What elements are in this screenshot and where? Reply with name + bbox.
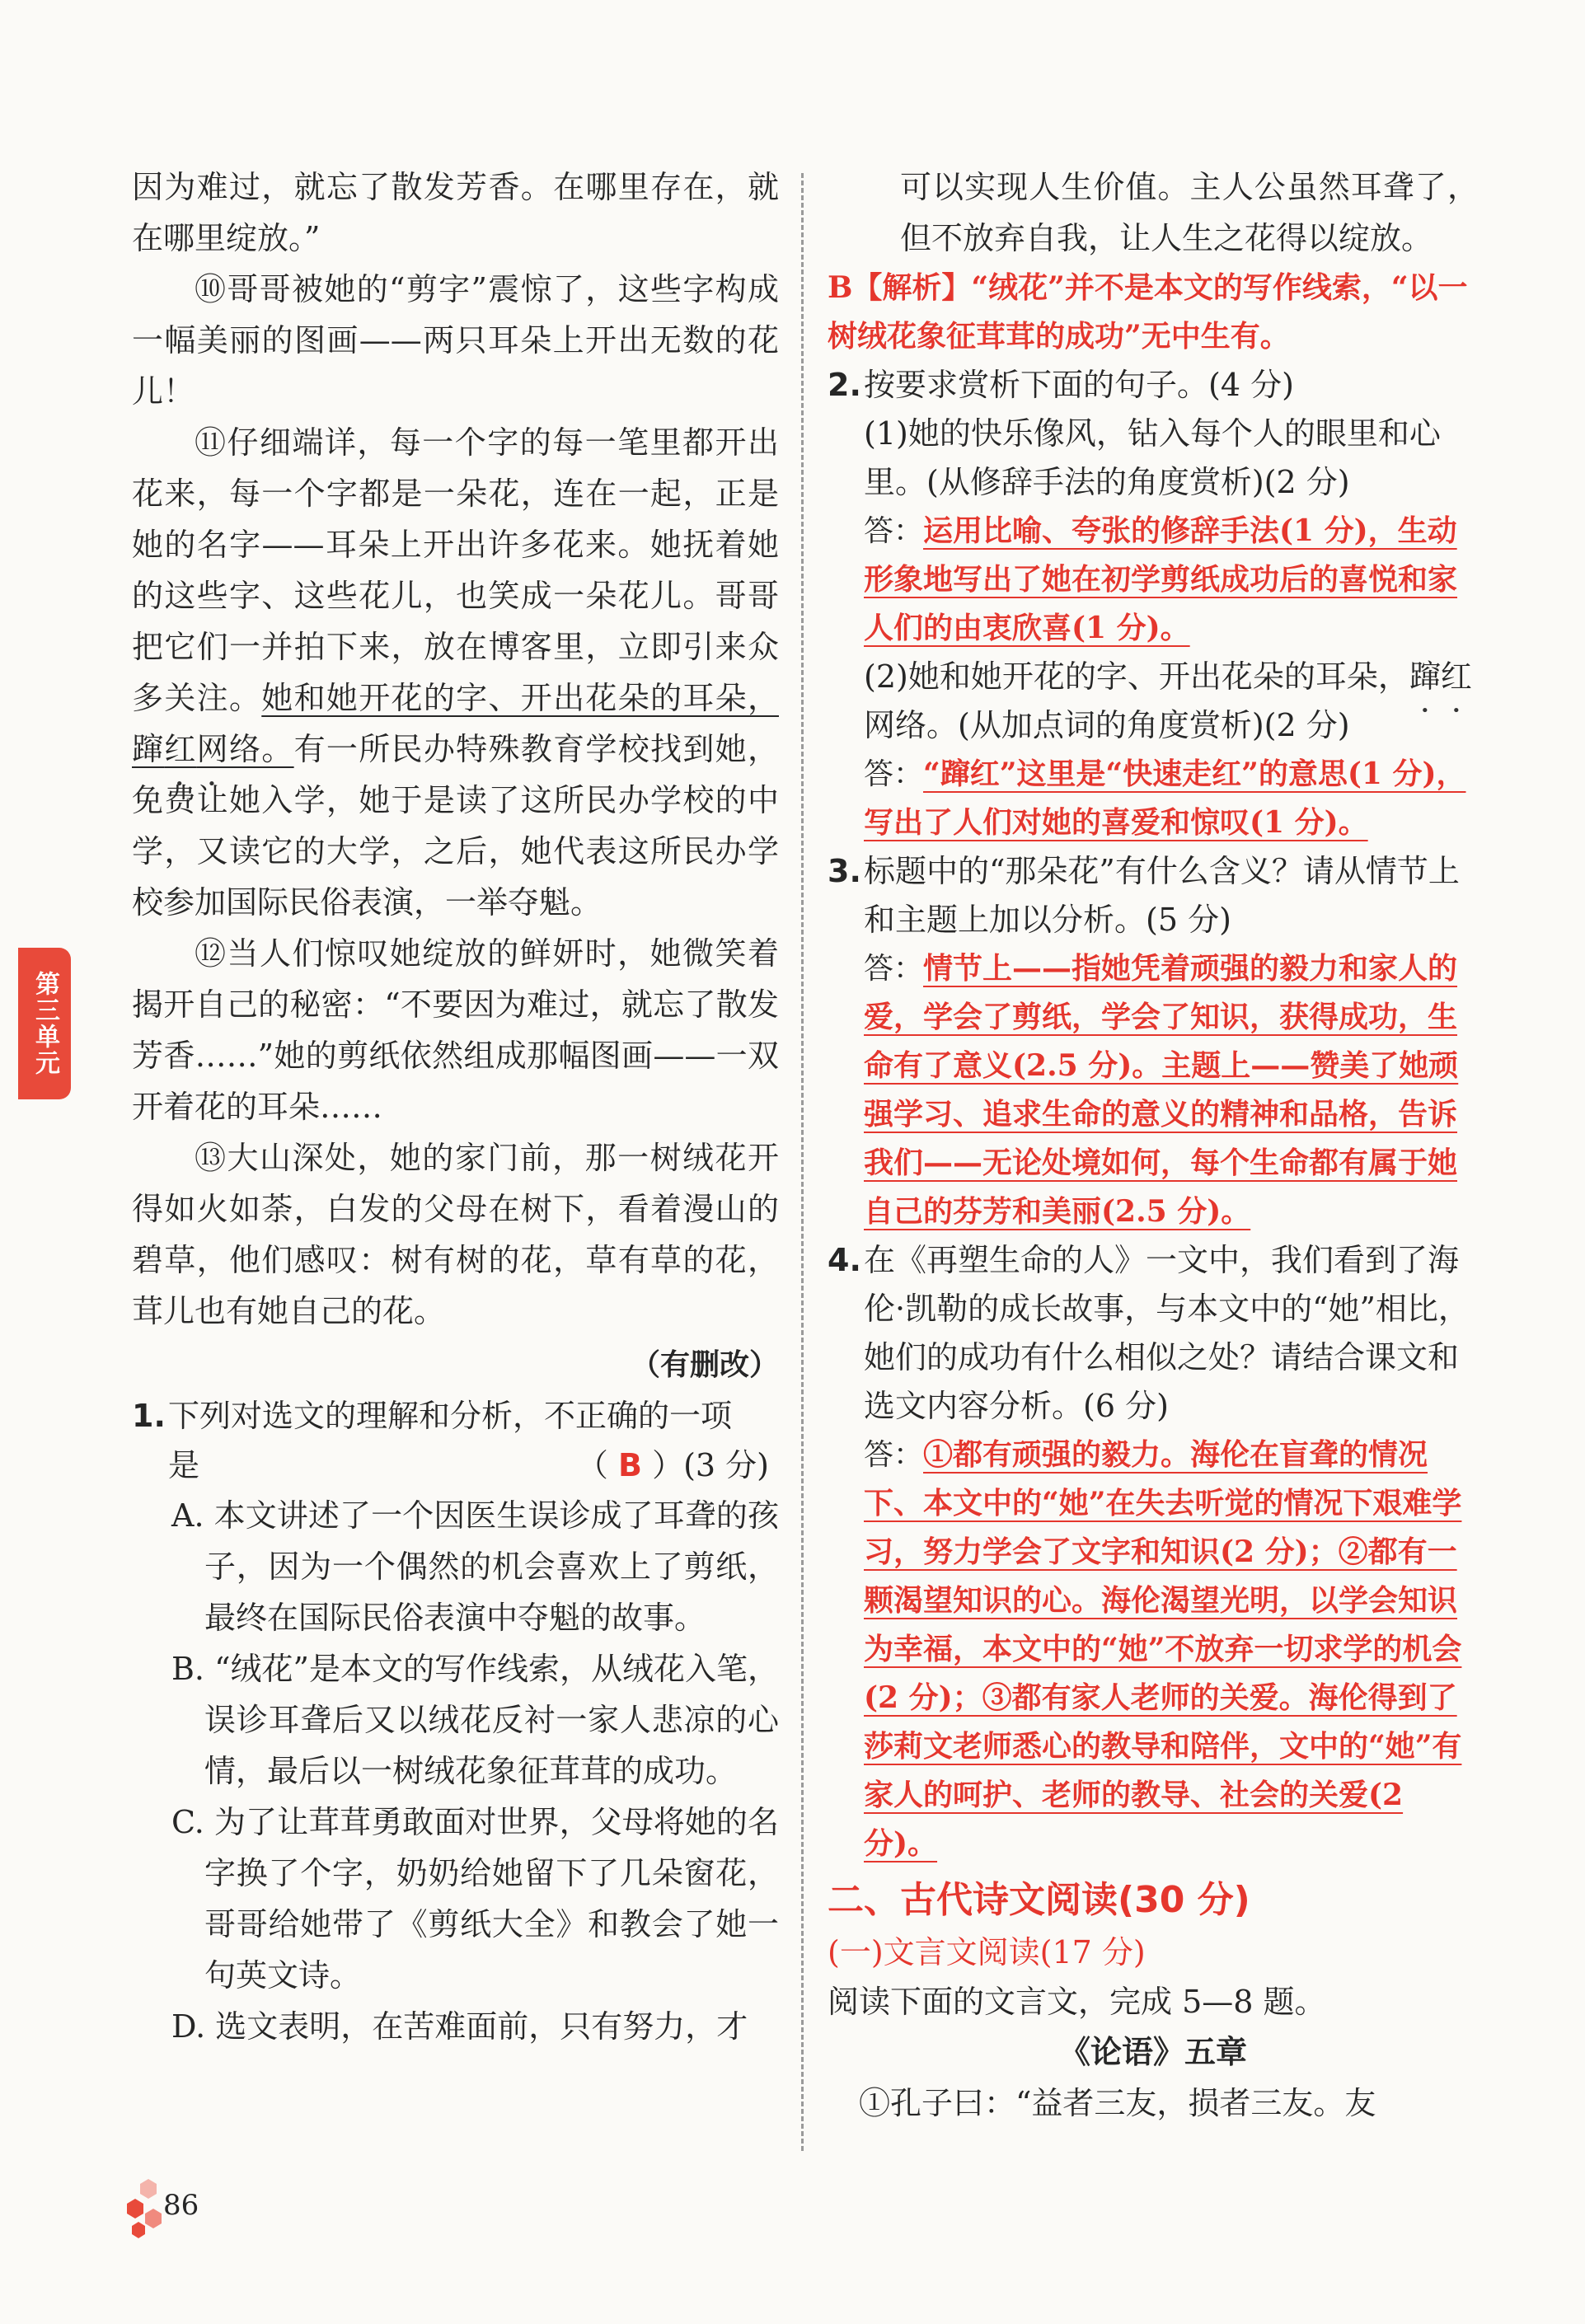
subsection-1-title: (一)文言文阅读(17 分) bbox=[828, 1934, 1146, 1970]
classical-text-title: 《论语》五章 bbox=[1058, 2033, 1247, 2070]
question-number: 3. bbox=[828, 853, 861, 889]
answer-label: 答： bbox=[864, 514, 924, 548]
q2-sub2-text-a: (2)她和她开花的字、开出花朵的耳朵， bbox=[864, 658, 1409, 695]
question-number: 4. bbox=[828, 1242, 861, 1278]
unit-tab: 第三单元 bbox=[18, 948, 71, 1099]
p11-text-a: ⑪仔细端详，每一个字的每一笔里都开出花来，每一个字都是一朵花，连在一起，正是她的名字——耳朵上开出许多花来。她抚着她的这些字、这些花儿，也笑成一朵花儿。哥哥把它们一并拍下来，放在博客里，立即引来众多关注。 bbox=[132, 424, 779, 716]
q2-sub-2 bbox=[828, 653, 1479, 750]
q1-answer-letter: B bbox=[618, 1447, 642, 1483]
page-number: 86 bbox=[163, 2189, 199, 2222]
dotted-char-2: 红 bbox=[1440, 658, 1472, 695]
p11-text-b: 有一所民办特殊教育学校找到她，免费让她入学，她于是读了这所民办学校的中学，又读它的大学，之后，她代表这所民办学校参加国际民俗表演，一举夺魁。 bbox=[132, 731, 779, 921]
option-c: C. 为了让茸茸勇敢面对世界，父母将她的名字换了个字，奶奶给她留下了几朵窗花，哥哥给她带了《剪纸大全》和教会了她一句英文诗。 bbox=[171, 1804, 779, 1994]
reading-instruction: 阅读下面的文言文，完成 5—8 题。 bbox=[828, 1984, 1326, 2020]
q1-answer-bracket bbox=[577, 1441, 779, 1490]
question-2 bbox=[828, 361, 1479, 847]
passage-paragraph-9-end: 因为难过，就忘了散发芳香。在哪里存在，就在哪里绽放。” bbox=[132, 169, 779, 256]
column-divider bbox=[801, 173, 804, 2151]
q1-paren-open: （ bbox=[576, 1447, 608, 1483]
p11-underline-2: 网络。 bbox=[196, 731, 294, 767]
q2-sub2-text-b: 网络。(从加点词的角度赏析)(2 分) bbox=[864, 707, 1350, 743]
q4-stem-text: 在《再塑生命的人》一文中，我们看到了海伦·凯勒的成长故事，与本文中的“她”相比，她们的成功有什么相似之处？请结合课文和选文内容分析。(6 分) bbox=[864, 1242, 1470, 1424]
question-4-stem bbox=[828, 1236, 1479, 1431]
dotted-char-2: 红 bbox=[164, 731, 197, 767]
question-1-stem bbox=[132, 1391, 779, 1441]
passage-paragraph-11 bbox=[132, 417, 779, 928]
dotted-char-1: 蹿 bbox=[132, 731, 165, 767]
p11-underline-1: 她和她开花的字、开出花朵的耳朵， bbox=[261, 680, 779, 716]
option-d: D. 选文表明，在苦难面前，只有努力，才 bbox=[171, 2008, 748, 2045]
answer-text: ①都有顽强的毅力。海伦在盲聋的情况下、本文中的“她”在失去听觉的情况下艰难学习，努力学会了文字和知识(2 分)；②都有一颗渴望知识的心。海伦渴望光明，以学会知识为幸福，本文中的“她”不放弃一切求学的机会(2 分)；③都有家人老师的关爱。海伦得到了莎莉文老师悉心的教导和陪伴，文中的“她”有家人的呵护、老师的教导、社会的关爱(2 分)。 bbox=[864, 1437, 1462, 1861]
q1-stem-text: 下列对选文的理解和分析，不正确的一项 bbox=[168, 1398, 733, 1434]
q3-stem-text: 标题中的“那朵花”有什么含义？请从情节上和主题上加以分析。(5 分) bbox=[864, 853, 1460, 938]
answer-text: “蹿红”这里是“快速走红”的意思(1 分)，写出了人们对她的喜爱和惊叹(1 分)。 bbox=[864, 757, 1466, 840]
answer-label: 答： bbox=[864, 757, 924, 791]
q2-sub-1: (1)她的快乐像风，钻入每个人的眼里和心里。(从修辞手法的角度赏析)(2 分) bbox=[864, 415, 1441, 500]
answer-label: 答： bbox=[864, 952, 924, 986]
q2-stem-text: 按要求赏析下面的句子。(4 分) bbox=[864, 367, 1294, 403]
classical-text-first-line: ①孔子曰：“益者三友，损者三友。友 bbox=[859, 2085, 1376, 2121]
q1-paren-close: ）(3 分) bbox=[652, 1447, 769, 1483]
q4-answer bbox=[828, 1431, 1479, 1868]
question-3-stem bbox=[828, 847, 1479, 944]
question-number: 1. bbox=[132, 1398, 166, 1434]
q1-stem-end: 是 bbox=[168, 1447, 200, 1483]
question-1-stem-line2 bbox=[132, 1441, 779, 1490]
question-2-stem bbox=[828, 361, 1479, 410]
dotted-char-1: 蹿 bbox=[1409, 658, 1441, 695]
passage-paragraph-10: ⑩哥哥被她的“剪字”震惊了，这些字构成一幅美丽的图画——两只耳朵上开出无数的花儿！ bbox=[132, 271, 779, 410]
left-column bbox=[132, 162, 779, 2052]
option-b: B. “绒花”是本文的写作线索，从绒花入笔，误诊耳聋后又以绒花反衬一家人悲凉的心情，最后以一树绒花象征茸茸的成功。 bbox=[171, 1651, 779, 1789]
q2-answer-2 bbox=[828, 750, 1479, 847]
question-3 bbox=[828, 847, 1479, 1236]
answer-label: 答： bbox=[864, 1438, 924, 1472]
answer-text: 情节上——指她凭着顽强的毅力和家人的爱，学会了剪纸，学会了知识，获得成功，生命有了意义(2.5 分)。主题上——赞美了她顽强学习、追求生命的意义的精神和品格，告诉我们——无论处境如何，每个生命都有属于她自己的芬芳和美丽(2.5 分)。 bbox=[864, 951, 1459, 1229]
passage-paragraph-13: ⑬大山深处，她的家门前，那一树绒花开得如火如荼，白发的父母在树下，看着漫山的碧草，他们感叹：树有树的花，草有草的花，茸儿也有她自己的花。 bbox=[132, 1140, 779, 1329]
source-note: （有删改） bbox=[630, 1348, 779, 1382]
passage-paragraph-12: ⑫当人们惊叹她绽放的鲜妍时，她微笑着揭开自己的秘密：“不要因为难过，就忘了散发芳香……”她的剪纸依然组成那幅图画——一双开着花的耳朵…… bbox=[132, 935, 779, 1125]
question-4 bbox=[828, 1236, 1479, 1868]
section-2-title: 二、古代诗文阅读(30 分) bbox=[828, 1879, 1250, 1921]
question-1 bbox=[132, 1391, 779, 2052]
question-number: 2. bbox=[828, 367, 861, 403]
q3-answer bbox=[828, 944, 1479, 1236]
option-d-continued: 可以实现人生价值。主人公虽然耳聋了，但不放弃自我，让人生之花得以绽放。 bbox=[900, 169, 1479, 256]
q2-answer-1 bbox=[828, 507, 1479, 653]
q1-analysis: B【解析】“绒花”并不是本文的写作线索，“以一树绒花象征茸茸的成功”无中生有。 bbox=[828, 270, 1468, 354]
answer-text: 运用比喻、夸张的修辞手法(1 分)，生动形象地写出了她在初学剪纸成功后的喜悦和家人们的由衷欣喜(1 分)。 bbox=[864, 513, 1458, 645]
right-column bbox=[828, 162, 1479, 2129]
option-a: A. 本文讲述了一个因医生误诊成了耳聋的孩子，因为一个偶然的机会喜欢上了剪纸，最终在国际民俗表演中夺魁的故事。 bbox=[171, 1497, 779, 1636]
